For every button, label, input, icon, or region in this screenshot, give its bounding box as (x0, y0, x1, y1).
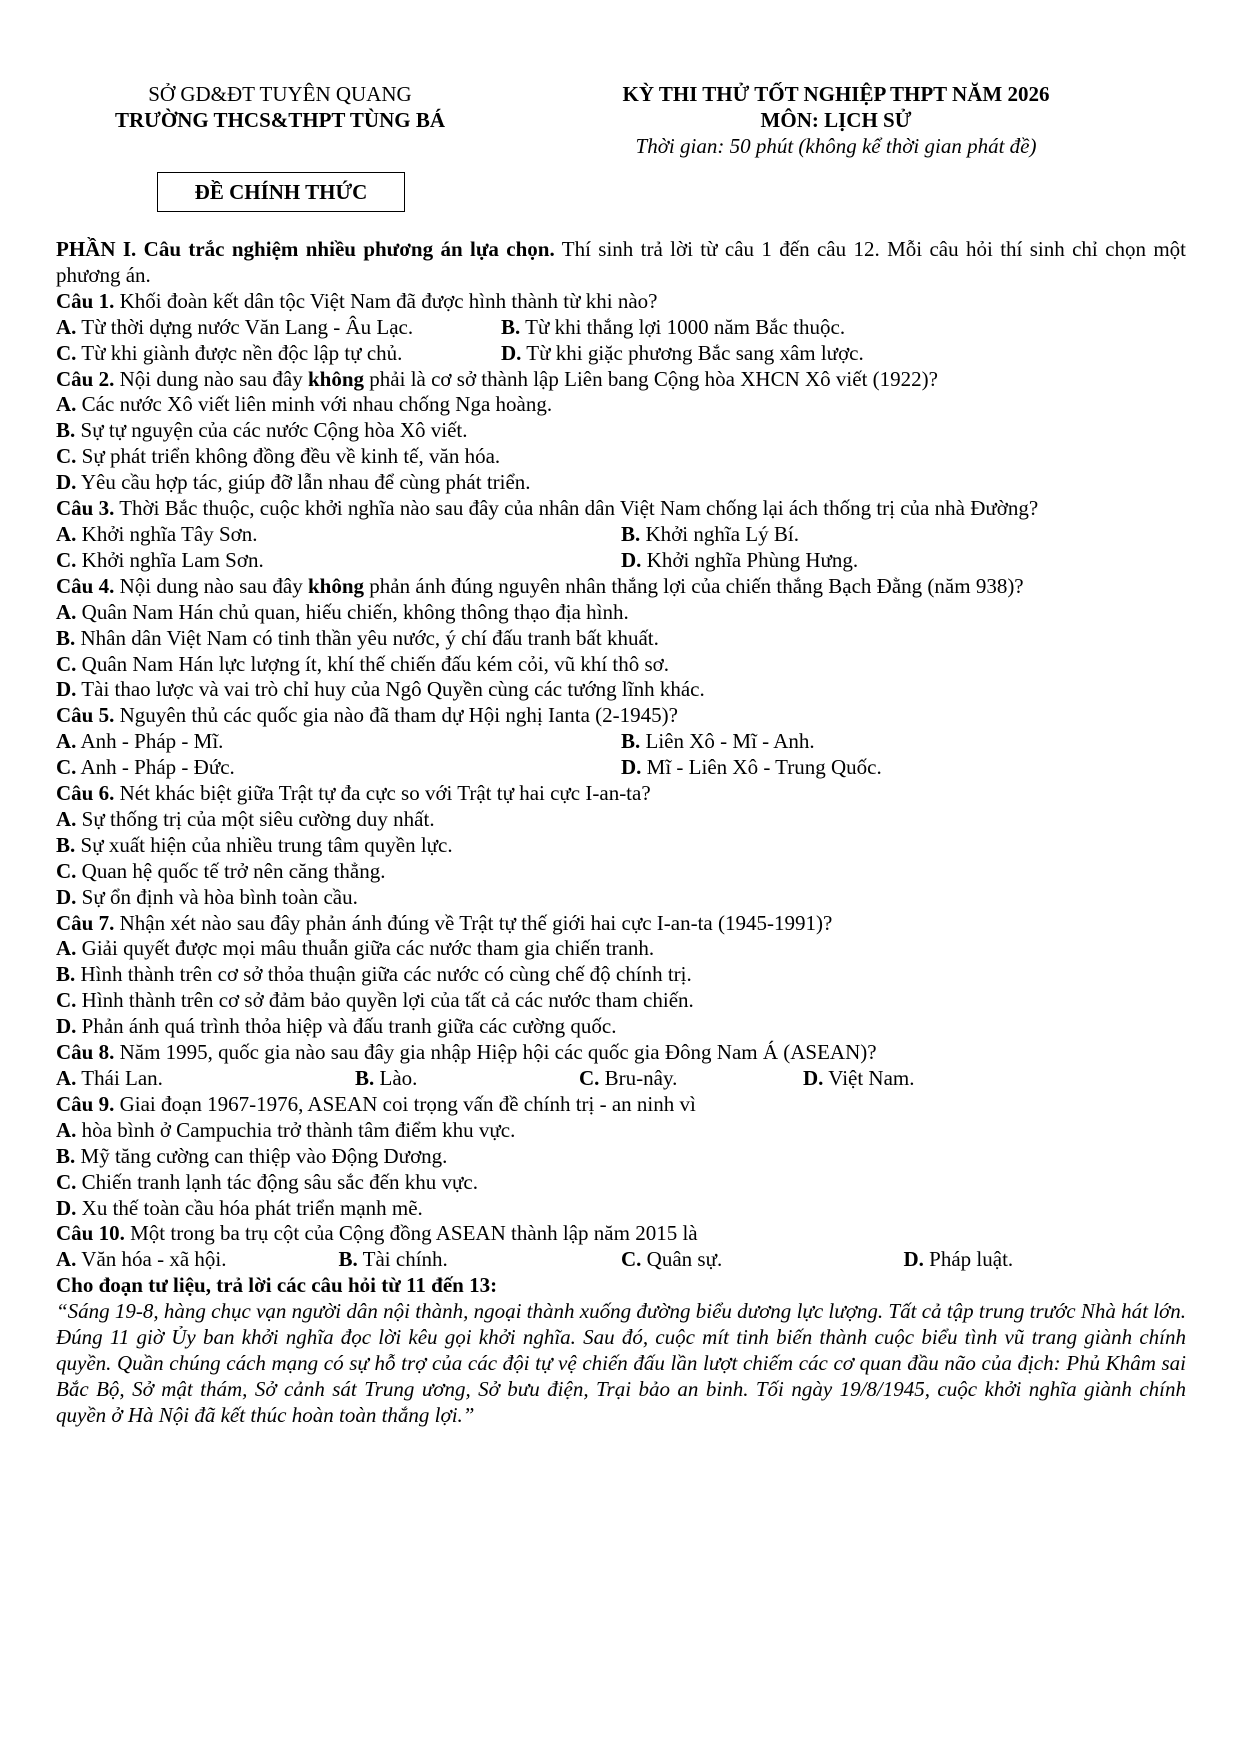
exam-info (556, 82, 1116, 160)
option-letter: B. (621, 521, 641, 546)
option-text: Phản ánh quá trình thỏa hiệp và đấu tranh giữa các cường quốc. (76, 1014, 617, 1039)
option-text: Xu thế toàn cầu hóa phát triển mạnh mẽ. (76, 1195, 423, 1220)
option-c (621, 1247, 904, 1273)
option-text: Văn hóa - xã hội. (76, 1247, 227, 1272)
option-a (56, 1118, 1186, 1144)
options-row (56, 729, 1186, 755)
question-stem (56, 1221, 1186, 1247)
option-c (56, 341, 501, 367)
option-letter: D. (56, 677, 77, 702)
question-text: Nội dung nào sau đây (114, 366, 308, 391)
option-b (339, 1247, 622, 1273)
option-letter: B. (56, 1143, 76, 1168)
option-text: Từ thời dựng nước Văn Lang - Âu Lạc. (76, 314, 414, 339)
option-letter: B. (56, 625, 76, 650)
option-text: Quân Nam Hán chủ quan, hiếu chiến, không thông thạo địa hình. (76, 599, 629, 624)
question-stem (56, 1092, 1186, 1118)
option-letter: D. (56, 1014, 77, 1039)
option-a (56, 936, 1186, 962)
question-label: Câu 6. (56, 781, 115, 806)
option-text: Pháp luật. (923, 1247, 1014, 1272)
option-letter: C. (56, 340, 77, 365)
option-text: Mĩ - Liên Xô - Trung Quốc. (641, 755, 882, 780)
option-text: Lào. (374, 1066, 418, 1090)
question-label: Câu 5. (56, 703, 115, 728)
passage-text: “Sáng 19-8, hàng chục vạn người dân nội thành, ngoại thành xuống đường biểu dương lực lượng. Tất cả tập trung trước Nhà hát lớn. Đúng 11 giờ Ủy ban khởi nghĩa đọc lời kêu gọi khởi nghĩa. Sau đó, cuộc mít tinh biến thành cuộc biểu tình vũ trang giành chính quyền. Quần chúng cách mạng có sự hỗ trợ của các đội tự vệ chiến đấu lần lượt chiếm các cơ quan đầu não của địch: Phủ Khâm sai Bắc Bộ, Sở mật thám, Sở cảnh sát Trung ương, Sở bưu điện, Trại bảo an binh. Tối ngày 19/8/1945, cuộc khởi nghĩa giành chính quyền ở Hà Nội đã kết thúc hoàn toàn thắng lợi.” (56, 1299, 1186, 1427)
option-b (621, 522, 1186, 548)
option-text: Sự xuất hiện của nhiều trung tâm quyền lực. (75, 832, 453, 857)
option-text: Khởi nghĩa Tây Sơn. (76, 521, 258, 546)
option-letter: B. (56, 962, 76, 987)
question-text: Nguyên thủ các quốc gia nào đã tham dự Hội nghị Ianta (2-1945)? (114, 703, 678, 728)
option-text: Các nước Xô viết liên minh với nhau chống Nga hoàng. (76, 392, 553, 417)
question-stem (56, 703, 1186, 729)
option-letter: A. (56, 729, 77, 754)
option-letter: A. (56, 1066, 77, 1090)
option-text: Anh - Pháp - Đức. (76, 755, 235, 780)
option-c (56, 1170, 1186, 1196)
option-text: Chiến tranh lạnh tác động sâu sắc đến khu vực. (76, 1169, 478, 1194)
option-text: Khởi nghĩa Lý Bí. (640, 521, 799, 546)
option-d (501, 341, 864, 367)
option-a (56, 1066, 355, 1092)
option-letter: D. (501, 340, 522, 365)
option-text: Thái Lan. (76, 1066, 163, 1090)
question-label: Câu 10. (56, 1221, 125, 1246)
option-a (56, 315, 501, 341)
question-emphasis: không (308, 573, 365, 598)
question-emphasis: không (308, 366, 365, 391)
option-text: Anh - Pháp - Mĩ. (76, 729, 224, 754)
option-c (56, 652, 1186, 678)
option-text: Từ khi giặc phương Bắc sang xâm lược. (521, 340, 864, 365)
options-row (56, 1066, 1186, 1092)
option-text: Tài chính. (357, 1247, 448, 1272)
option-letter: C. (621, 1247, 642, 1272)
question-label: Câu 7. (56, 910, 115, 935)
option-letter: B. (56, 418, 76, 443)
option-d (803, 1066, 915, 1092)
option-d (56, 470, 1186, 496)
question-text: Năm 1995, quốc gia nào sau đây gia nhập Hiệp hội các quốc gia Đông Nam Á (ASEAN)? (114, 1040, 877, 1065)
option-letter: D. (621, 547, 642, 572)
option-letter: A. (56, 936, 77, 961)
option-letter: B. (501, 314, 521, 339)
option-letter: D. (56, 470, 77, 495)
option-letter: B. (621, 729, 641, 754)
option-letter: A. (56, 599, 77, 624)
question-label: Câu 8. (56, 1040, 115, 1065)
question-stem (56, 1040, 1186, 1066)
option-text: Từ khi thắng lợi 1000 năm Bắc thuộc. (520, 314, 846, 339)
option-letter: B. (355, 1066, 375, 1090)
option-a (56, 729, 621, 755)
option-letter: C. (56, 755, 77, 780)
option-b (355, 1066, 579, 1092)
option-text: Hình thành trên cơ sở đảm bảo quyền lợi của tất cả các nước tham chiến. (76, 988, 694, 1013)
question-label: Câu 3. (56, 496, 115, 521)
option-letter: A. (56, 806, 77, 831)
question-text: Nội dung nào sau đây (114, 573, 308, 598)
option-letter: D. (56, 1195, 77, 1220)
option-text: Giải quyết được mọi mâu thuẫn giữa các nước tham gia chiến tranh. (76, 936, 655, 961)
option-b (621, 729, 1186, 755)
option-d (56, 1196, 1186, 1222)
option-b (56, 962, 1186, 988)
part1-title: PHẦN I. Câu trắc nghiệm nhiều phương án lựa chọn. (56, 237, 555, 261)
option-letter: C. (56, 651, 77, 676)
exam-header (56, 82, 1186, 217)
option-letter: A. (56, 392, 77, 417)
option-text: Việt Nam. (823, 1066, 915, 1090)
department-name: SỞ GD&ĐT TUYÊN QUANG (148, 82, 412, 106)
option-letter: C. (56, 988, 77, 1013)
exam-body (56, 237, 1186, 1429)
options-row (56, 315, 1186, 341)
option-text: Khởi nghĩa Lam Sơn. (76, 547, 264, 572)
question-label: Câu 4. (56, 573, 115, 598)
question-text-rest: phải là cơ sở thành lập Liên bang Cộng hòa XHCN Xô viết (1922)? (364, 366, 938, 391)
option-a (56, 1247, 339, 1273)
option-letter: B. (56, 832, 76, 857)
option-b (56, 418, 1186, 444)
option-c (56, 755, 621, 781)
part1-instruction: Thí sinh trả lời từ câu 1 đến câu 12. Mỗi câu hỏi thí sinh chỉ chọn một phương án. (56, 237, 1186, 287)
option-text: Tài thao lược và vai trò chỉ huy của Ngô Quyền cùng các tướng lĩnh khác. (76, 677, 705, 702)
question-label: Câu 1. (56, 288, 115, 313)
question-text: Nét khác biệt giữa Trật tự đa cực so với Trật tự hai cực I-an-ta? (114, 781, 651, 806)
option-letter: D. (56, 884, 77, 909)
option-letter: C. (56, 444, 77, 469)
option-text: Quân sự. (641, 1247, 723, 1272)
option-b (56, 833, 1186, 859)
option-text: Sự thống trị của một siêu cường duy nhất. (76, 806, 435, 831)
option-letter: D. (903, 1247, 924, 1272)
option-text: Sự tự nguyện của các nước Cộng hòa Xô viết. (75, 418, 468, 443)
option-text: Khởi nghĩa Phùng Hưng. (641, 547, 859, 572)
exam-title: KỲ THI THỬ TỐT NGHIỆP THPT NĂM 2026 (622, 82, 1050, 106)
option-text: Từ khi giành được nền độc lập tự chủ. (76, 340, 403, 365)
option-letter: C. (56, 1169, 77, 1194)
option-c (56, 988, 1186, 1014)
option-text: Mỹ tăng cường can thiệp vào Động Dương. (75, 1143, 448, 1168)
option-letter: A. (56, 1117, 77, 1142)
option-b (501, 315, 845, 341)
option-a (56, 807, 1186, 833)
question-label: Câu 2. (56, 366, 115, 391)
option-letter: D. (803, 1066, 824, 1090)
option-text: Sự phát triển không đồng đều về kinh tế, văn hóa. (76, 444, 501, 469)
options-row (56, 1247, 1186, 1273)
question-stem (56, 781, 1186, 807)
option-text: Liên Xô - Mĩ - Anh. (640, 729, 815, 754)
option-c (579, 1066, 803, 1092)
subject-title: MÔN: LỊCH SỬ (760, 107, 912, 132)
option-c (56, 859, 1186, 885)
option-letter: A. (56, 314, 77, 339)
question-text: Giai đoạn 1967-1976, ASEAN coi trọng vấn đề chính trị - an ninh vì (114, 1091, 696, 1116)
option-text: Sự ổn định và hòa bình toàn cầu. (76, 884, 358, 909)
official-exam-label: ĐỀ CHÍNH THỨC (157, 172, 405, 212)
options-row (56, 755, 1186, 781)
option-d (904, 1247, 1187, 1273)
option-d (621, 755, 1186, 781)
options-row (56, 522, 1186, 548)
options-row (56, 548, 1186, 574)
option-letter: C. (56, 858, 77, 883)
question-stem (56, 289, 1186, 315)
question-stem (56, 367, 1186, 393)
option-b (56, 1144, 1186, 1170)
option-letter: C. (56, 547, 77, 572)
option-text: Bru-nây. (599, 1066, 678, 1090)
options-row (56, 341, 1186, 367)
option-text: Nhân dân Việt Nam có tinh thần yêu nước, ý chí đấu tranh bất khuất. (75, 625, 659, 650)
question-text: Nhận xét nào sau đây phản ánh đúng về Trật tự thế giới hai cực I-an-ta (1945-1991)? (114, 910, 833, 935)
question-text: Khối đoàn kết dân tộc Việt Nam đã được hình thành từ khi nào? (114, 288, 658, 313)
option-c (56, 444, 1186, 470)
option-d (621, 548, 1186, 574)
passage-heading: Cho đoạn tư liệu, trả lời các câu hỏi từ 11 đến 13: (56, 1273, 498, 1298)
exam-duration: Thời gian: 50 phút (không kể thời gian phát đề) (635, 133, 1037, 158)
option-d (56, 1014, 1186, 1040)
option-c (56, 548, 621, 574)
question-stem (56, 496, 1186, 522)
option-a (56, 392, 1186, 418)
option-b (56, 626, 1186, 652)
option-letter: C. (579, 1066, 600, 1090)
part1-intro (56, 237, 1186, 289)
option-text: Quân Nam Hán lực lượng ít, khí thế chiến đấu kém cỏi, vũ khí thô sơ. (76, 651, 670, 676)
question-stem (56, 911, 1186, 937)
option-letter: D. (621, 755, 642, 780)
option-letter: A. (56, 521, 77, 546)
question-text-rest: phản ánh đúng nguyên nhân thắng lợi của chiến thắng Bạch Đằng (năm 938)? (364, 573, 1024, 598)
question-text: Một trong ba trụ cột của Cộng đồng ASEAN thành lập năm 2015 là (124, 1221, 698, 1246)
option-a (56, 522, 621, 548)
school-name: TRƯỜNG THCS&THPT TÙNG BÁ (114, 107, 446, 132)
option-text: hòa bình ở Campuchia trở thành tâm điểm khu vực. (76, 1117, 516, 1142)
option-letter: A. (56, 1247, 77, 1272)
option-d (56, 885, 1186, 911)
option-d (56, 677, 1186, 703)
question-label: Câu 9. (56, 1091, 115, 1116)
option-text: Hình thành trên cơ sở thỏa thuận giữa các nước có cùng chế độ chính trị. (75, 962, 692, 987)
option-letter: B. (338, 1247, 358, 1272)
option-text: Quan hệ quốc tế trở nên căng thẳng. (76, 858, 386, 883)
school-info (70, 82, 490, 134)
option-a (56, 600, 1186, 626)
exam-page (56, 82, 1186, 1427)
question-text: Thời Bắc thuộc, cuộc khởi nghĩa nào sau đây của nhân dân Việt Nam chống lại ách thống trị của nhà Đường? (114, 496, 1039, 521)
question-stem (56, 574, 1186, 600)
option-text: Yêu cầu hợp tác, giúp đỡ lẫn nhau để cùng phát triển. (76, 470, 531, 495)
